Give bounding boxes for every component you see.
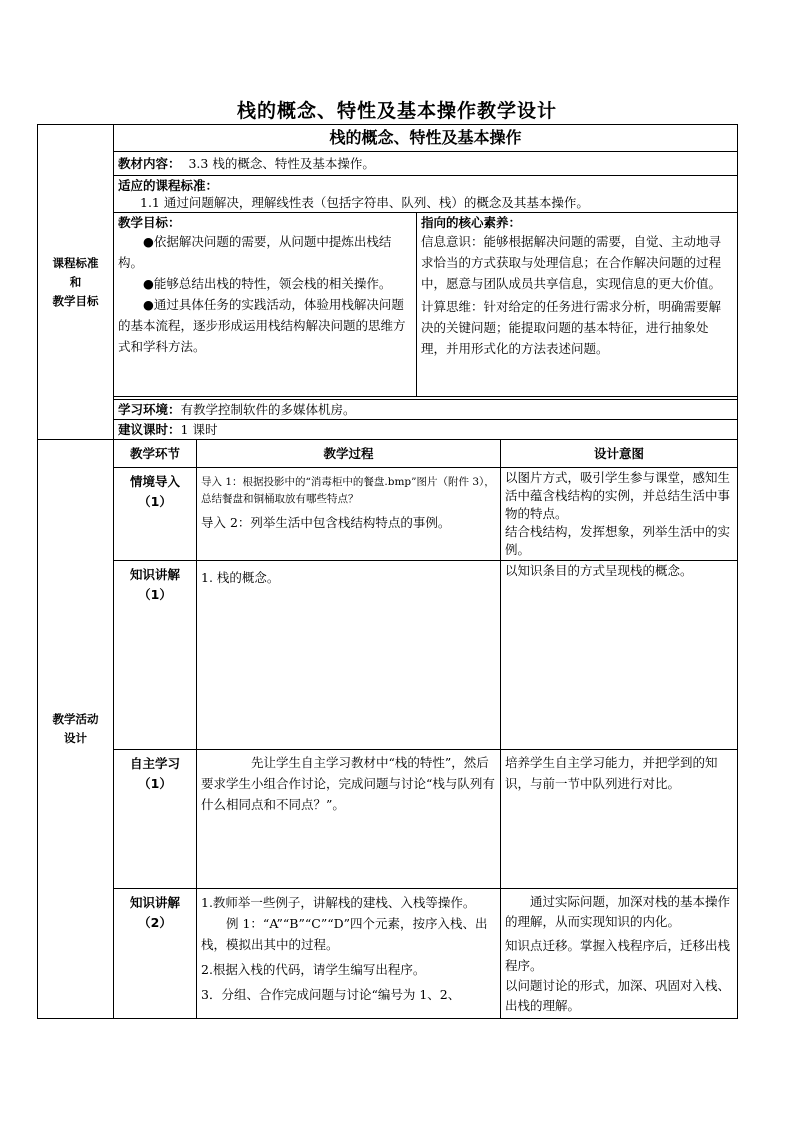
core-literacy: 指向的核心素养： 信息意识：能够根据解决问题的需要，自觉、主动地寻求恰当的方式获取与处理信息；在合作解决问题的过程中，愿意与团队成员共享信息，实现信息的更大价值。 计算思维：针对给定的任务进行需求分析，明确需要解决的关键问题；能提取问题的基本特征，进行抽象处理，并用形式化的方法表述问题。	[417, 213, 738, 397]
header-phase: 教学环节	[114, 440, 197, 468]
content-row: 教材内容： 3.3 栈的概念、特性及基本操作。	[114, 152, 738, 176]
page-title: 栈的概念、特性及基本操作教学设计	[236, 100, 557, 122]
intent-cell: 通过实际问题，加深对栈的基本操作的理解，从而实现知识的内化。 知识点迁移。掌握入栈程序后，迁移出栈程序。 以问题讨论的形式，加深、巩固对入栈、出栈的理解。	[501, 889, 738, 1019]
header-process: 教学过程	[197, 440, 501, 468]
environment-row: 学习环境：有教学控制软件的多媒体机房。	[114, 400, 738, 420]
intent-cell: 以图片方式，吸引学生参与课堂，感知生活中蕴含栈结构的实例，并总结生活中事物的特点。 结合栈结构，发挥想象，列举生活中的实例。	[501, 468, 738, 561]
goal-item: ●能够总结出栈的特性，领会栈的相关操作。	[143, 276, 392, 291]
goal-item: ●通过具体任务的实践活动，体验用栈解决问题的基本流程，逐步形成运用栈结构解决问题的思维方式和学科方法。	[118, 297, 406, 354]
intent-cell: 以知识条目的方式呈现栈的概念。	[501, 561, 738, 750]
process-cell: 1.教师举一些例子，讲解栈的建栈、入栈等操作。 例 1：“A”“B”“C”“D”四个元素，按序入栈、出栈，模拟出其中的过程。 2.根据入栈的代码，请学生编写出程序。 3．分组、合作完成问题与讨论“编号为 1、2、	[197, 889, 501, 1019]
process-cell: 1. 栈的概念。	[197, 561, 501, 750]
section-label-standards: 课程标准 和 教学目标	[38, 125, 114, 440]
phase-cell: 自主学习 （1）	[114, 750, 197, 889]
section-label-activities: 教学活动 设计	[38, 440, 114, 1019]
lesson-subtitle: 栈的概念、特性及基本操作	[114, 125, 738, 152]
standard-row: 适应的课程标准： 1.1 通过问题解决，理解线性表（包括字符串、队列、栈）的概念及其基本操作。	[114, 176, 738, 213]
hours-row: 建议课时：1 课时	[114, 420, 738, 440]
goal-item: ●依据解决问题的需要，从问题中提炼出栈结构。	[118, 234, 392, 270]
phase-cell: 情境导入 （1）	[114, 468, 197, 561]
phase-cell: 知识讲解 （2）	[114, 889, 197, 1019]
process-cell: 先让学生自主学习教材中“栈的特性”，然后要求学生小组合作讨论，完成问题与讨论“栈与队列有什么相同点和不同点？”。	[197, 750, 501, 889]
process-cell: 导入 1：根据投影中的“消毒柜中的餐盘.bmp”图片（附件 3），总结餐盘和铜桶取放有哪些特点？ 导入 2：列举生活中包含栈结构特点的事例。	[197, 468, 501, 561]
lesson-plan-table	[37, 124, 738, 1019]
phase-cell: 知识讲解 （1）	[114, 561, 197, 750]
intent-cell: 培养学生自主学习能力，并把学到的知识，与前一节中队列进行对比。	[501, 750, 738, 889]
header-intent: 设计意图	[501, 440, 738, 468]
teaching-goals: 教学目标： ●依据解决问题的需要，从问题中提炼出栈结构。 ●能够总结出栈的特性，领会栈的相关操作。 ●通过具体任务的实践活动，体验用栈解决问题的基本流程，逐步形成运用栈结构解决问题的思维方式和学科方法。	[114, 213, 417, 397]
